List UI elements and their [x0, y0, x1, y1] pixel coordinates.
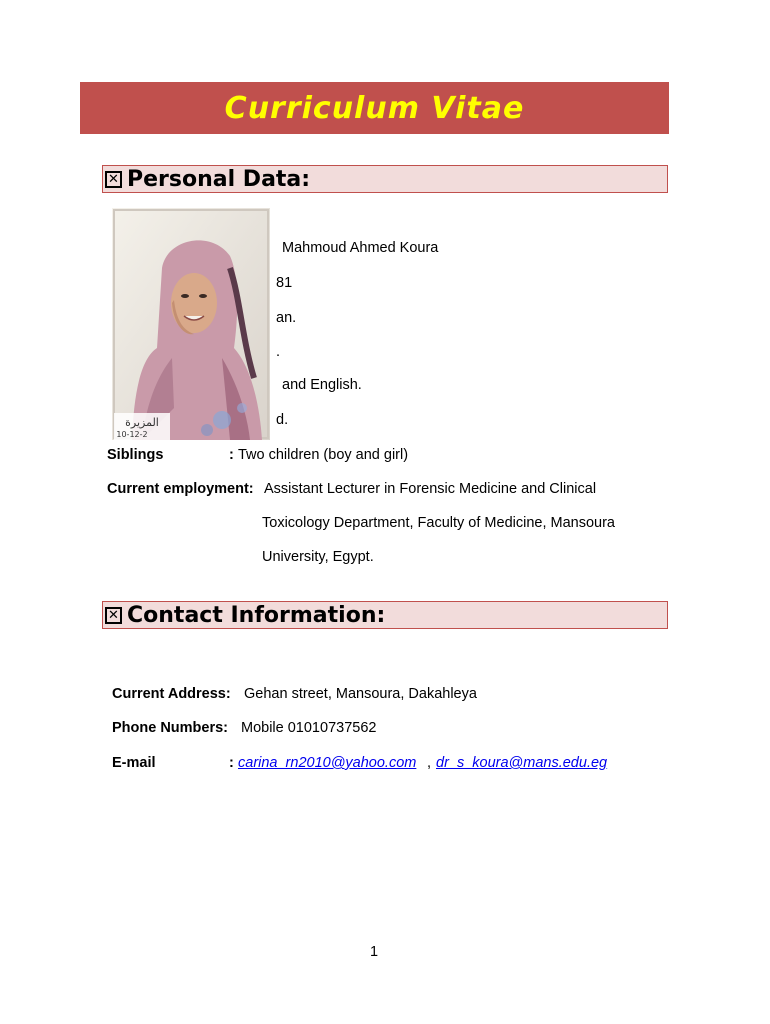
- checkbox-icon: ✕: [105, 171, 122, 188]
- partial-line-name: Mahmoud Ahmed Koura: [282, 240, 439, 256]
- email-comma: ,: [427, 755, 432, 771]
- page-number: 1: [370, 944, 379, 960]
- partial-line-birth: 81: [276, 275, 293, 291]
- siblings-separator: :: [229, 447, 234, 463]
- personal-data-label: Personal Data:: [127, 166, 311, 192]
- contact-info-heading: [102, 601, 668, 629]
- profile-photo: [112, 208, 270, 440]
- photo-caption-number: 10-12-2: [116, 430, 148, 439]
- partial-line-marital: d.: [276, 412, 289, 428]
- email-separator: :: [229, 755, 234, 771]
- contact-info-label: Contact Information:: [127, 602, 386, 628]
- address-label: Current Address:: [112, 686, 231, 702]
- title-banner: [80, 82, 669, 134]
- checkbox-icon: ✕: [105, 607, 122, 624]
- phone-value: Mobile 01010737562: [241, 720, 377, 736]
- portrait-illustration: [112, 208, 270, 440]
- employment-line-3: University, Egypt.: [262, 549, 374, 565]
- email-link-yahoo[interactable]: carina_rn2010@yahoo.com: [238, 755, 417, 771]
- partial-line-languages: and English.: [282, 377, 362, 393]
- partial-line-religion: .: [276, 344, 281, 360]
- photo-caption-arabic: المزيرة: [125, 416, 159, 429]
- employment-label: Current employment:: [107, 481, 254, 497]
- partial-line-nationality: an.: [276, 310, 297, 326]
- siblings-value: Two children (boy and girl): [238, 447, 409, 463]
- phone-label: Phone Numbers:: [112, 720, 229, 736]
- email-link-university[interactable]: dr_s_koura@mans.edu.eg: [436, 755, 608, 771]
- document-title: Curriculum Vitae: [224, 90, 525, 126]
- employment-line-1: Assistant Lecturer in Forensic Medicine and Clinical: [264, 481, 597, 497]
- siblings-label: Siblings: [107, 447, 164, 463]
- email-label: E-mail: [112, 755, 156, 771]
- employment-line-2: Toxicology Department, Faculty of Medicine, Mansoura: [262, 515, 615, 531]
- address-value: Gehan street, Mansoura, Dakahleya: [244, 686, 477, 702]
- personal-data-heading: [102, 165, 668, 193]
